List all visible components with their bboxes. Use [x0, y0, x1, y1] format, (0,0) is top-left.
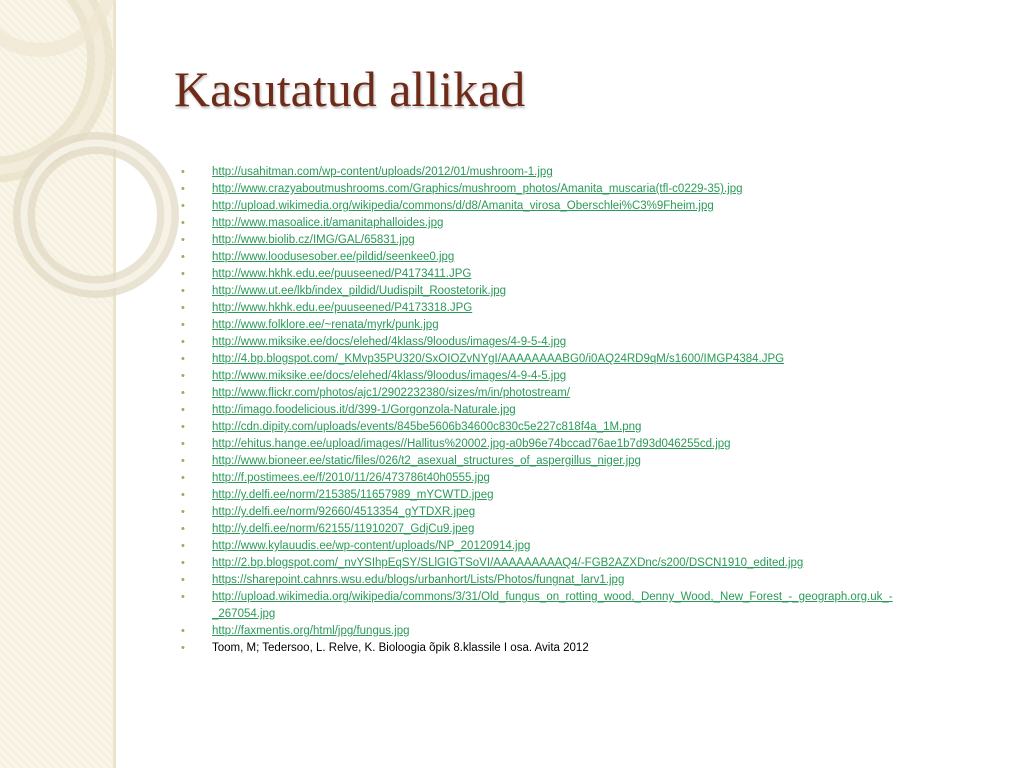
- reference-link[interactable]: http://www.hkhk.edu.ee/puuseened/P4173411.JPG: [212, 268, 472, 280]
- slide-title: Kasutatud allikad: [174, 61, 526, 117]
- bullet-icon: •: [181, 438, 185, 450]
- bullet-icon: •: [181, 234, 185, 246]
- bullet-icon: •: [181, 217, 185, 229]
- reference-link[interactable]: http://www.bioneer.ee/static/files/026/t2_asexual_structures_of_aspergillus_niger.jpg: [212, 455, 641, 467]
- reference-link[interactable]: http://www.flickr.com/photos/ajc1/2902232380/sizes/m/in/photostream/: [212, 387, 570, 399]
- reference-link[interactable]: http://y.delfi.ee/norm/215385/11657989_mYCWTD.jpeg: [212, 489, 494, 501]
- reference-item: [178, 351, 908, 368]
- bullet-icon: •: [181, 268, 185, 280]
- reference-link[interactable]: http://cdn.dipity.com/uploads/events/845be5606b34600c830c5e227c818f4a_1M.png: [212, 421, 642, 433]
- bullet-icon: •: [181, 251, 185, 263]
- reference-citation: Toom, M; Tedersoo, L. Relve, K. Bioloogia õpik 8.klassile I osa. Avita 2012: [212, 642, 589, 654]
- bullet-icon: •: [181, 285, 185, 297]
- reference-item: [178, 164, 908, 181]
- bullet-icon: •: [181, 523, 185, 535]
- reference-link[interactable]: http://4.bp.blogspot.com/_KMvp35PU320/SxOIOZvNYgI/AAAAAAAABG0/i0AQ24RD9qM/s1600/IMGP4384.JPG: [212, 353, 785, 365]
- reference-item: [178, 215, 908, 232]
- reference-link[interactable]: http://upload.wikimedia.org/wikipedia/commons/3/31/Old_fungus_on_rotting_wood,_Denny_Wood,_New_Forest_-_geograph.org.uk_-_267054.jpg: [212, 591, 893, 620]
- bullet-icon: •: [181, 370, 185, 382]
- reference-link[interactable]: http://www.masoalice.it/amanitaphalloides.jpg: [212, 217, 444, 229]
- bullet-icon: •: [181, 506, 185, 518]
- bullet-icon: •: [181, 489, 185, 501]
- reference-item: [178, 572, 908, 589]
- reference-item: [178, 283, 908, 300]
- bullet-icon: •: [181, 540, 185, 552]
- bullet-icon: •: [181, 387, 185, 399]
- reference-link[interactable]: http://ehitus.hange.ee/upload/images//Hallitus%20002.jpg-a0b96e74bccad76ae1b7d93d046255cd.jpg: [212, 438, 731, 450]
- reference-link[interactable]: http://f.postimees.ee/f/2010/11/26/473786t40h0555.jpg: [212, 472, 490, 484]
- reference-item: [178, 266, 908, 283]
- reference-item: [178, 249, 908, 266]
- reference-link[interactable]: http://imago.foodelicious.it/d/399-1/Gorgonzola-Naturale.jpg: [212, 404, 516, 416]
- reference-item: [178, 181, 908, 198]
- reference-item: [178, 623, 908, 640]
- bullet-icon: •: [181, 404, 185, 416]
- reference-item: [178, 538, 908, 555]
- reference-link[interactable]: http://www.crazyaboutmushrooms.com/Graphics/mushroom_photos/Amanita_muscaria(tfl-c0229-35).jpg: [212, 183, 743, 195]
- reference-item: [178, 521, 908, 538]
- reference-item: [178, 436, 908, 453]
- reference-item: [178, 334, 908, 351]
- reference-item: [178, 317, 908, 334]
- bullet-icon: •: [181, 353, 185, 365]
- bullet-icon: •: [181, 557, 185, 569]
- reference-item: [178, 368, 908, 385]
- reference-item: [178, 555, 908, 572]
- bullet-icon: •: [181, 166, 185, 178]
- bullet-icon: •: [181, 625, 185, 637]
- bullet-icon: •: [181, 642, 185, 654]
- reference-item: [178, 419, 908, 436]
- bullet-icon: •: [181, 421, 185, 433]
- reference-item: [178, 470, 908, 487]
- bullet-icon: •: [181, 336, 185, 348]
- reference-link[interactable]: https://sharepoint.cahnrs.wsu.edu/blogs/urbanhort/Lists/Photos/fungnat_larv1.jpg: [212, 574, 625, 586]
- reference-link[interactable]: http://www.hkhk.edu.ee/puuseened/P4173318.JPG: [212, 302, 473, 314]
- reference-link[interactable]: http://faxmentis.org/html/jpg/fungus.jpg: [212, 625, 410, 637]
- reference-item: [178, 589, 908, 623]
- reference-item: [178, 198, 908, 215]
- reference-link[interactable]: http://www.miksike.ee/docs/elehed/4klass/9loodus/images/4-9-4-5.jpg: [212, 370, 567, 382]
- reference-link[interactable]: http://y.delfi.ee/norm/62155/11910207_GdjCu9.jpeg: [212, 523, 475, 535]
- reference-link[interactable]: http://www.folklore.ee/~renata/myrk/punk.jpg: [212, 319, 439, 331]
- reference-link[interactable]: http://www.kylauudis.ee/wp-content/uploads/NP_20120914.jpg: [212, 540, 531, 552]
- reference-link[interactable]: http://2.bp.blogspot.com/_nvYSIhpEqSY/SLlGIGTSoVI/AAAAAAAAAQ4/-FGB2AZXDnc/s200/DSCN1910_edited.jpg: [212, 557, 804, 569]
- bullet-icon: •: [181, 472, 185, 484]
- reference-link[interactable]: http://upload.wikimedia.org/wikipedia/commons/d/d8/Amanita_virosa_Oberschlei%C3%9Fheim.jpg: [212, 200, 714, 212]
- reference-item: [178, 402, 908, 419]
- reference-item: [178, 640, 908, 657]
- bullet-icon: •: [181, 574, 185, 586]
- bullet-icon: •: [181, 319, 185, 331]
- bullet-icon: •: [181, 302, 185, 314]
- bullet-icon: •: [181, 183, 185, 195]
- reference-link[interactable]: http://usahitman.com/wp-content/uploads/2012/01/mushroom-1.jpg: [212, 166, 553, 178]
- bullet-icon: •: [181, 591, 185, 603]
- reference-link[interactable]: http://www.miksike.ee/docs/elehed/4klass/9loodus/images/4-9-5-4.jpg: [212, 336, 567, 348]
- reference-item: [178, 504, 908, 521]
- reference-item: [178, 487, 908, 504]
- reference-link[interactable]: http://www.ut.ee/lkb/index_pildid/Uudispilt_Roostetorik.jpg: [212, 285, 507, 297]
- reference-list: [178, 164, 908, 657]
- reference-link[interactable]: http://www.biolib.cz/IMG/GAL/65831.jpg: [212, 234, 415, 246]
- reference-link[interactable]: http://y.delfi.ee/norm/92660/4513354_gYTDXR.jpeg: [212, 506, 476, 518]
- bullet-icon: •: [181, 455, 185, 467]
- reference-item: [178, 300, 908, 317]
- bullet-icon: •: [181, 200, 185, 212]
- reference-item: [178, 232, 908, 249]
- reference-item: [178, 385, 908, 402]
- reference-link[interactable]: http://www.loodusesober.ee/pildid/seenkee0.jpg: [212, 251, 455, 263]
- reference-item: [178, 453, 908, 470]
